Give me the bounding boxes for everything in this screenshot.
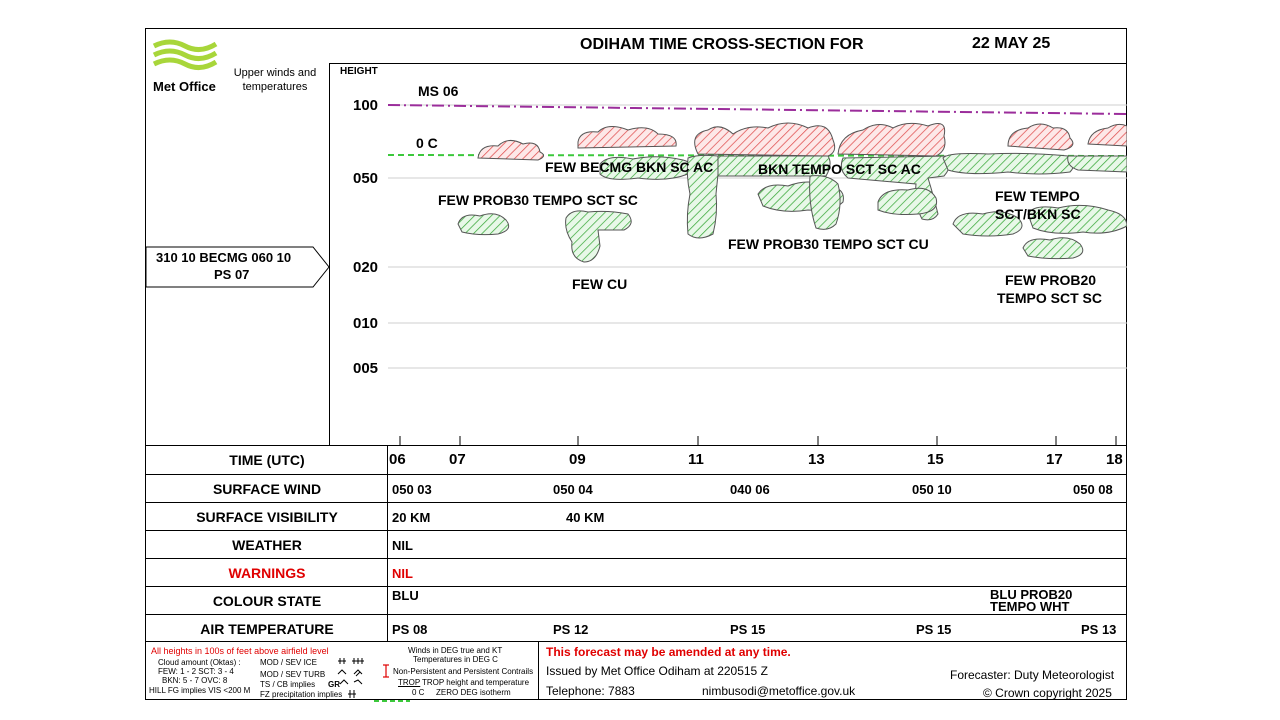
row-divider (145, 530, 1127, 531)
forecast-date: 22 MAY 25 (972, 35, 1051, 52)
brand-name: Met Office (153, 79, 216, 94)
cloud-label: FEW PROB30 TEMPO SCT CU (728, 236, 929, 252)
time-tick: 07 (449, 451, 466, 468)
air-temp-value: PS 12 (553, 622, 589, 637)
visibility-value: 40 KM (566, 510, 605, 525)
upper-wind-line1: 310 10 BECMG 060 10 (156, 250, 292, 265)
height-axis-label: HEIGHT (340, 66, 378, 77)
legend-ice: MOD / SEV ICE (260, 658, 317, 667)
cloud-label: BKN TEMPO SCT SC AC (758, 161, 921, 177)
weather-value: NIL (392, 538, 413, 553)
visibility-value: 20 KM (392, 510, 431, 525)
legend-zero: ZERO DEG isotherm (436, 688, 511, 697)
row-label-warnings: WARNINGS (228, 565, 306, 581)
cloud-label: SCT/BKN SC (995, 206, 1081, 222)
legend-trop: TROP height and temperature (422, 678, 530, 687)
legend-turb: MOD / SEV TURB (260, 670, 326, 679)
contrail-icon (381, 664, 391, 678)
row-label-wind: SURFACE WIND (212, 481, 322, 497)
surface-wind-value: 050 08 (1073, 482, 1113, 497)
ms-line-label: MS 06 (418, 83, 459, 99)
legend-winds: Winds in DEG true and KT (408, 646, 503, 655)
legend-bkn-ovc: BKN: 5 - 7 OVC: 8 (162, 676, 228, 685)
row-label-temp: AIR TEMPERATURE (200, 621, 334, 637)
time-tick: 06 (389, 451, 406, 468)
legend-zero-symbol: 0 C (412, 688, 425, 697)
time-tick: 18 (1106, 451, 1123, 468)
telephone: Telephone: 7883 (546, 684, 635, 698)
page-title: ODIHAM TIME CROSS-SECTION FOR (580, 36, 864, 53)
surface-wind-value: 050 04 (553, 482, 593, 497)
email-link[interactable]: nimbusodi@metoffice.gov.uk (702, 684, 856, 698)
cloud-label: FEW PROB20 (1005, 272, 1097, 288)
legend-cloud-amount: Cloud amount (Oktas) : (158, 658, 241, 667)
warnings-value: NIL (392, 566, 413, 581)
air-temp-value: PS 13 (1081, 622, 1117, 637)
height-tick-020: 020 (353, 259, 379, 276)
time-tick: 13 (808, 451, 825, 468)
row-divider (145, 445, 1127, 446)
colour-state-value: BLU (392, 588, 419, 603)
row-divider (145, 614, 1127, 615)
legend-trop-symbol: TROP (398, 678, 421, 687)
copyright: © Crown copyright 2025 (983, 686, 1112, 700)
legend-temps: Temperatures in DEG C (413, 655, 498, 664)
cloud-label: FEW CU (572, 276, 628, 292)
time-tick: 09 (569, 451, 586, 468)
legend-few-sct: FEW: 1 - 2 SCT: 3 - 4 (158, 667, 234, 676)
surface-wind-value: 050 03 (392, 482, 432, 497)
height-tick-010: 010 (353, 315, 379, 332)
row-label-visibility: SURFACE VISIBILITY (196, 509, 338, 525)
cross-section-plot (388, 64, 1127, 445)
cloud-label: FEW TEMPO (995, 188, 1080, 204)
upper-wind-line2: PS 07 (214, 267, 250, 282)
surface-wind-value: 040 06 (730, 482, 770, 497)
surface-wind-value: 050 10 (912, 482, 952, 497)
air-temp-value: PS 15 (916, 622, 952, 637)
legend-hill: HILL FG implies VIS <200 M (149, 686, 251, 695)
icing-turbulence-icons (336, 654, 370, 700)
row-divider (145, 558, 1127, 559)
row-divider (145, 586, 1127, 587)
time-tick: 17 (1046, 451, 1063, 468)
row-divider (145, 641, 1127, 642)
time-tick: 11 (688, 451, 704, 468)
row-label-colour: COLOUR STATE (212, 593, 322, 609)
air-temp-value: PS 08 (392, 622, 428, 637)
row-label-weather: WEATHER (232, 537, 302, 553)
cloud-label: FEW BECMG BKN SC AC (545, 159, 714, 175)
zero-isotherm-icon (374, 690, 410, 694)
height-tick-005: 005 (353, 360, 379, 377)
legend-contrails: Non-Persistent and Persistent Contrails (393, 667, 534, 676)
amend-notice: This forecast may be amended at any time. (546, 645, 791, 659)
colour-state-value: BLU PROB20 (990, 587, 1073, 602)
forecaster: Forecaster: Duty Meteorologist (950, 668, 1115, 682)
legend-gr: GR (328, 680, 340, 689)
row-divider (145, 474, 1127, 475)
height-tick-100: 100 (353, 97, 379, 114)
legend-ts: TS / CB implies (260, 680, 316, 689)
zero-line-label: 0 C (416, 135, 438, 151)
met-office-logo (152, 36, 218, 76)
issued-by: Issued by Met Office Odiham at 220515 Z (546, 664, 768, 678)
air-temp-value: PS 15 (730, 622, 766, 637)
colour-state-value: TEMPO WHT (990, 599, 1070, 614)
height-tick-050: 050 (353, 170, 379, 187)
row-divider (145, 502, 1127, 503)
footer-divider (538, 641, 539, 700)
row-label-time: TIME (UTC) (229, 452, 305, 468)
legend-heading: All heights in 100s of feet above airfield level (151, 646, 329, 656)
time-tick: 15 (927, 451, 944, 468)
header-subtitle: Upper winds and temperatures (233, 67, 317, 93)
cloud-label: TEMPO SCT SC (997, 290, 1103, 306)
cloud-label: FEW PROB30 TEMPO SCT SC (438, 192, 638, 208)
legend-fz: FZ precipitation implies (260, 690, 343, 699)
